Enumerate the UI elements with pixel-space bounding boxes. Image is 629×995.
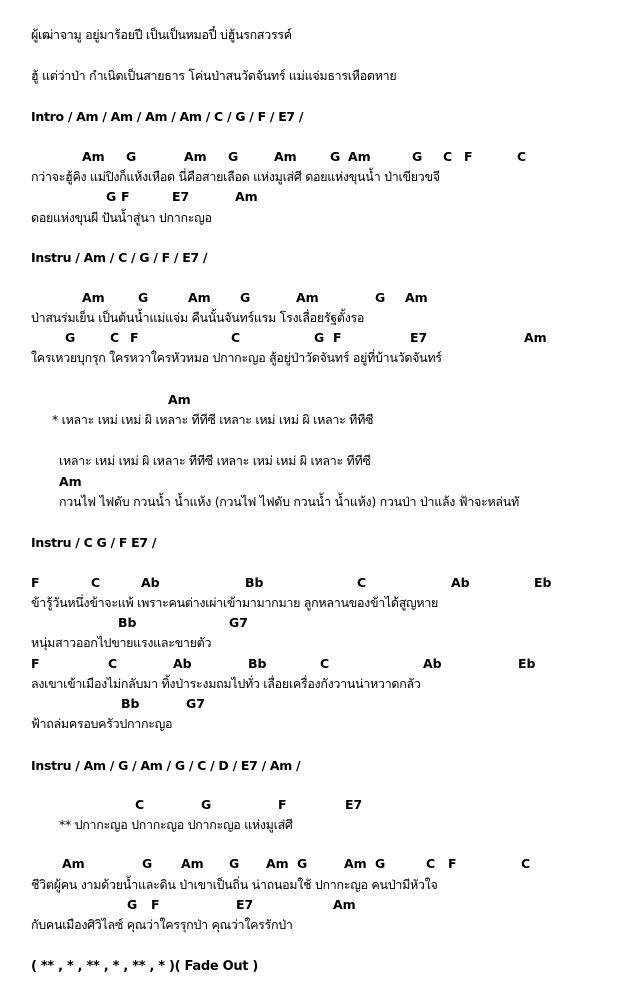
verse3-chord-row-4: [0, 696, 629, 712]
chord-bb: Bb: [118, 615, 137, 630]
verse2-chord-row-1: [0, 290, 629, 306]
chorus2-chord-row: [0, 797, 629, 813]
chord-c: C: [231, 330, 241, 345]
chord-f: F: [31, 656, 40, 671]
verse4-lyric-2: กับคนเมืองศิวิไลซ์ คุณว่าใครรุกป่า คุณว่าใครรักป่า: [31, 917, 293, 932]
verse2-lyric-2: ใครเหวยบุกรุก ใครหวาใครหัวหมอ ปกากะญอ สู้อยู่ป่าวัดจันทร์ อยู่ที่บ้านวัดจันทร์: [31, 350, 442, 365]
chord-bb: Bb: [245, 575, 264, 590]
chorus1-lyric-2: เหลาะ เหม่ เหม่ ผิ เหลาะ ทีทีซี เหลาะ เหม่ เหม่ ผิ เหลาะ ทีทีซี: [59, 453, 371, 468]
chord-am: Am: [181, 856, 204, 871]
chorus1-lyric-3: กวนไฟ ไฟดับ กวนน้ำ น้ำแห้ง (กวนไฟ ไฟดับ กวนน้ำ น้ำแห้ง) กวนป่า ป่าแล้ง ฟ้าจะหล่นทั: [59, 494, 519, 509]
chord-c: C: [108, 656, 118, 671]
chord-g: G: [314, 330, 325, 345]
verse3-chord-row-2: [0, 615, 629, 631]
chord-g: G: [142, 856, 153, 871]
chord-f: F: [130, 330, 139, 345]
verse3-lyric-3: ลงเขาเข้าเมืองไม่กลับมา ทิ้งป่าระงมถมไปทั่ว เลื่อยเครื่องกังวานน่าหวาดกลัว: [31, 676, 421, 691]
intro-text-line-1: ผู้เฒ่าจามู อยู่มาร้อยปี เป็นเป็นหมอปี๋ บ่ฮู้นรกสวรรค์: [31, 27, 292, 42]
chord-g: G: [240, 290, 251, 305]
chord-g: G: [65, 330, 76, 345]
chord-am: Am: [405, 290, 428, 305]
verse2-lyric-1: ป่าสนร่มเย็น เป็นต้นน้ำแม่แจ่ม คืนนั้นจันทร์แรม โรงเลื่อยรัฐตั้งรอ: [31, 310, 365, 325]
chord-am: Am: [82, 149, 105, 164]
chord-g: G: [229, 856, 240, 871]
chord-am: Am: [524, 330, 547, 345]
verse3-chord-row-3: [0, 656, 629, 672]
verse1-chord-row-2: [0, 189, 629, 205]
chord-g: G: [297, 856, 308, 871]
chord-c: C: [426, 856, 436, 871]
chord-c: C: [91, 575, 101, 590]
chorus1-lyric-1: * เหลาะ เหม่ เหม่ ผิ เหลาะ ทีทีซี เหลาะ เหม่ เหม่ ผิ เหลาะ ทีทีซี: [52, 412, 374, 427]
verse3-lyric-4: ฟ้าถล่มครอบครัวปกากะญอ: [31, 716, 173, 731]
chord-f: F: [464, 149, 473, 164]
instru-1: Instru / Am / C / G / F / E7 /: [31, 250, 208, 265]
chord-eb: Eb: [518, 656, 536, 671]
chord-g: G: [228, 149, 239, 164]
intro-chords: Intro / Am / Am / Am / Am / C / G / F / E7 /: [31, 109, 304, 124]
verse1-lyric-2: ดอยแห่งขุนผี ปันน้ำสู่นา ปกากะญอ: [31, 210, 212, 225]
chord-f: F: [448, 856, 457, 871]
chord-am: Am: [82, 290, 105, 305]
chord-c: C: [517, 149, 527, 164]
chord-c: C: [135, 797, 145, 812]
chord-am: Am: [235, 189, 258, 204]
chord-eb: Eb: [534, 575, 552, 590]
chord-g: G: [126, 149, 137, 164]
verse2-chord-row-2: [0, 330, 629, 346]
chord-g: G: [106, 189, 117, 204]
chord-g7: G7: [186, 696, 205, 711]
chord-am: Am: [344, 856, 367, 871]
chord-g: G: [375, 290, 386, 305]
instru-2: Instru / C G / F E7 /: [31, 535, 157, 550]
chord-am: Am: [274, 149, 297, 164]
chorus2-lyric: ** ปกากะญอ ปกากะญอ ปกากะญอ แห่งมูเส่ศี: [59, 817, 293, 832]
chord-bb: Bb: [121, 696, 140, 711]
chord-ab: Ab: [423, 656, 442, 671]
chorus1-chord: Am: [168, 392, 191, 407]
verse1-lyric-1: กว่าจะฮู้คิง แม่ปิงก็แห้งเหือด นี่คือสายเลือด แห่งมูเส่ศี ดอยแห่งขุนน้ำ ป่าเขียวขจี: [31, 169, 440, 184]
chord-f: F: [121, 189, 130, 204]
chorus1-chord-2: Am: [59, 474, 82, 489]
chord-am: Am: [333, 897, 356, 912]
chord-g7: G7: [229, 615, 248, 630]
verse3-lyric-2: หนุ่มสาวออกไปขายแรงและขายตัว: [31, 635, 212, 650]
chord-ab: Ab: [141, 575, 160, 590]
chord-c: C: [320, 656, 330, 671]
chord-f: F: [31, 575, 40, 590]
verse3-lyric-1: ข้ารู้วันหนึ่งข้าจะแพ้ เพราะคนต่างเผ่าเข้ามามากมาย ลูกหลานของข้าได้สูญหาย: [31, 595, 439, 610]
verse4-lyric-1: ชีวิตผู้คน งามด้วยน้ำและดิน ป่าเขาเป็นถิ่น น่าถนอมใช้ ปกากะญอ คนป่ามีหัวใจ: [31, 877, 438, 892]
outro-fade-out: ( ** , * , ** , * , ** , * )( Fade Out ): [31, 959, 259, 974]
instru-3: Instru / Am / G / Am / G / C / D / E7 / Am /: [31, 758, 301, 773]
chord-g: G: [375, 856, 386, 871]
chord-am: Am: [184, 149, 207, 164]
chord-am: Am: [348, 149, 371, 164]
chord-f: F: [333, 330, 342, 345]
chord-e7: E7: [410, 330, 428, 345]
intro-text-line-2: ฮู้ แต่ว่าป่า กำเนิดเป็นสายธาร โค่นป่าสนวัดจันทร์ แม่แจ่มธารเหือดหาย: [31, 68, 397, 83]
chord-c: C: [357, 575, 367, 590]
chord-c: C: [110, 330, 120, 345]
chord-am: Am: [188, 290, 211, 305]
chord-e7: E7: [236, 897, 254, 912]
chord-c: C: [521, 856, 531, 871]
chord-f: F: [151, 897, 160, 912]
chord-am: Am: [266, 856, 289, 871]
verse1-chord-row-1: [0, 149, 629, 165]
chord-c: C: [443, 149, 453, 164]
chord-e7: E7: [345, 797, 363, 812]
chord-am: Am: [296, 290, 319, 305]
chord-e7: E7: [172, 189, 190, 204]
chord-ab: Ab: [173, 656, 192, 671]
chord-g: G: [412, 149, 423, 164]
chord-am: Am: [62, 856, 85, 871]
chord-bb: Bb: [248, 656, 267, 671]
chord-ab: Ab: [451, 575, 470, 590]
chord-f: F: [278, 797, 287, 812]
verse4-chord-row-2: [0, 897, 629, 913]
chord-g: G: [201, 797, 212, 812]
verse4-chord-row-1: [0, 856, 629, 872]
chord-g: G: [330, 149, 341, 164]
chord-g: G: [138, 290, 149, 305]
chord-g: G: [127, 897, 138, 912]
verse3-chord-row-1: [0, 575, 629, 591]
